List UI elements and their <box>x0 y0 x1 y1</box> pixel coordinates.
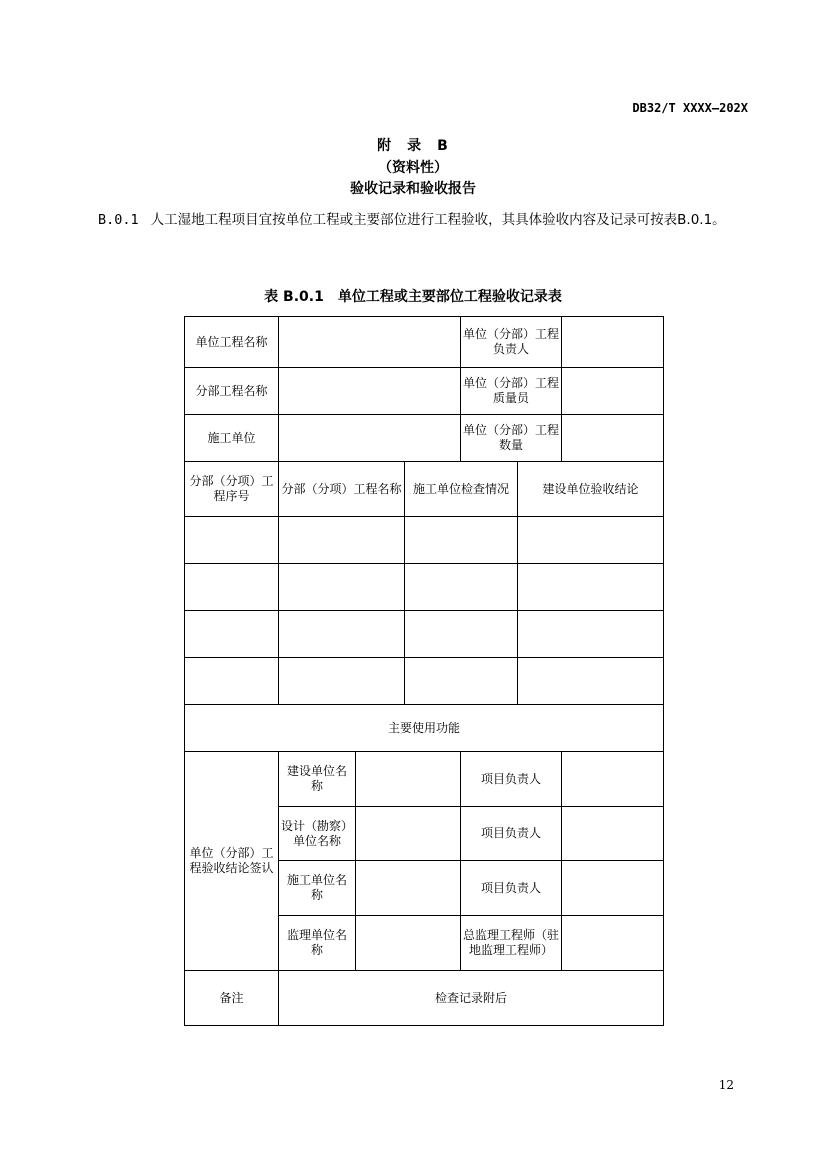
column-header: 分部（分项）工程序号 <box>185 462 279 517</box>
table-caption: 表 B.0.1 单位工程或主要部位工程验收记录表 <box>264 289 562 305</box>
signoff-person-label: 项目负责人 <box>461 861 562 916</box>
table-cell[interactable] <box>405 611 518 658</box>
signoff-unit-label: 施工单位名 称 <box>279 861 356 916</box>
table-cell[interactable] <box>518 611 664 658</box>
appendix-subtitle: 验收记录和验收报告 <box>350 181 476 197</box>
unit-project-name-label: 单位工程名称 <box>185 317 279 368</box>
signoff-unit-value[interactable] <box>356 861 461 916</box>
table-row <box>185 517 664 564</box>
appendix-type: （资料性） <box>378 160 448 176</box>
clause-number: B.0.1 <box>98 212 139 228</box>
standard-id: DB32/T XXXX—202X <box>632 101 748 115</box>
signoff-unit-value[interactable] <box>356 916 461 971</box>
table-row <box>185 317 664 368</box>
signoff-unit-label: 设计（勘察）单位名称 <box>279 807 356 861</box>
signoff-person-value[interactable] <box>562 752 664 807</box>
table-row <box>185 705 664 752</box>
table-cell[interactable] <box>405 658 518 705</box>
signoff-group-label: 单位（分部）工程验收结论签认 <box>185 752 279 971</box>
unit-project-name-value[interactable] <box>279 317 461 368</box>
page-number: 12 <box>718 1078 734 1092</box>
table-cell[interactable] <box>279 517 405 564</box>
signoff-unit-label: 建设单位名 称 <box>279 752 356 807</box>
column-header: 分部（分项）工程名称 <box>279 462 405 517</box>
column-header: 建设单位验收结论 <box>518 462 664 517</box>
clause-text: 人工湿地工程项目宜按单位工程或主要部位进行工程验收，其具体验收内容及记录可按表B.0.1。 <box>150 212 726 228</box>
table-row <box>185 368 664 415</box>
remarks-row <box>185 971 664 1026</box>
table-row <box>185 658 664 705</box>
signoff-unit-value[interactable] <box>356 752 461 807</box>
table-cell[interactable] <box>279 658 405 705</box>
sub-project-name-value[interactable] <box>279 368 461 415</box>
table-cell[interactable] <box>185 658 279 705</box>
table-row <box>185 611 664 658</box>
contractor-label: 施工单位 <box>185 415 279 462</box>
appendix-title: 附 录 B <box>377 138 449 154</box>
table-cell[interactable] <box>279 611 405 658</box>
project-quantity-label: 单位（分部）工程数量 <box>461 415 562 462</box>
unit-responsible-label: 单位（分部）工程负责人 <box>461 317 562 368</box>
signoff-person-value[interactable] <box>562 861 664 916</box>
signoff-unit-label: 监理单位名 称 <box>279 916 356 971</box>
acceptance-record-table <box>184 316 664 1026</box>
column-header: 施工单位检查情况 <box>405 462 518 517</box>
table-cell[interactable] <box>518 517 664 564</box>
quality-officer-value[interactable] <box>562 368 664 415</box>
contractor-value[interactable] <box>279 415 461 462</box>
signoff-person-value[interactable] <box>562 807 664 861</box>
table-row <box>185 415 664 462</box>
unit-responsible-value[interactable] <box>562 317 664 368</box>
table-cell[interactable] <box>405 517 518 564</box>
table-header-row <box>185 462 664 517</box>
signoff-person-label: 项目负责人 <box>461 807 562 861</box>
signoff-person-label: 总监理工程师（驻地监理工程师） <box>461 916 562 971</box>
remarks-value: 检查记录附后 <box>279 971 664 1026</box>
sub-project-name-label: 分部工程名称 <box>185 368 279 415</box>
table-cell[interactable] <box>185 517 279 564</box>
table-cell[interactable] <box>279 564 405 611</box>
main-function-label: 主要使用功能 <box>185 705 664 752</box>
table-cell[interactable] <box>405 564 518 611</box>
table-cell[interactable] <box>185 611 279 658</box>
signoff-unit-value[interactable] <box>356 807 461 861</box>
signoff-row <box>185 752 664 807</box>
signoff-person-label: 项目负责人 <box>461 752 562 807</box>
clause-paragraph <box>98 209 750 231</box>
table-row <box>185 564 664 611</box>
quality-officer-label: 单位（分部）工程质量员 <box>461 368 562 415</box>
table-cell[interactable] <box>185 564 279 611</box>
project-quantity-value[interactable] <box>562 415 664 462</box>
table-cell[interactable] <box>518 564 664 611</box>
remarks-label: 备注 <box>185 971 279 1026</box>
signoff-person-value[interactable] <box>562 916 664 971</box>
table-cell[interactable] <box>518 658 664 705</box>
